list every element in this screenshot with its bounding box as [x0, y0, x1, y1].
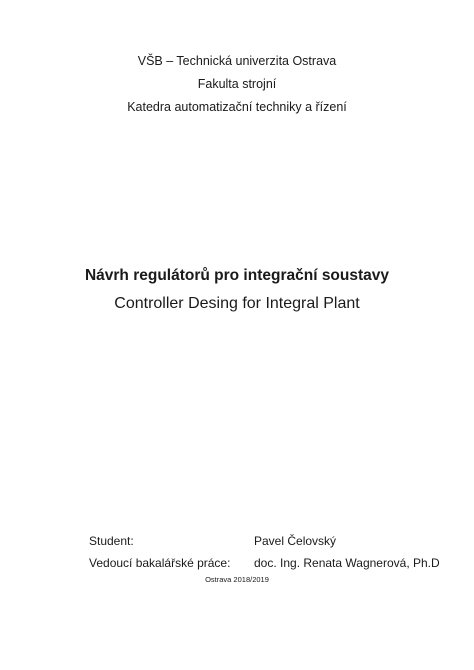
- university-name: VŠB – Technická univerzita Ostrava: [137, 54, 337, 68]
- faculty-name: Fakulta strojní: [197, 77, 277, 91]
- info-row-supervisor: [89, 552, 449, 574]
- student-name: Pavel Čelovský: [254, 534, 337, 548]
- place-and-year: Ostrava 2018/2019: [205, 575, 269, 584]
- student-label: Student:: [89, 534, 134, 548]
- thesis-info-table: [89, 530, 449, 574]
- institution-header: [0, 50, 474, 119]
- thesis-title-english: Controller Desing for Integral Plant: [114, 295, 360, 312]
- department-name: Katedra automatizační techniky a řízení: [127, 100, 347, 114]
- info-row-student: [89, 530, 449, 552]
- supervisor-name: doc. Ing. Renata Wagnerová, Ph.D: [254, 556, 440, 570]
- supervisor-label: Vedoucí bakalářské práce:: [89, 556, 231, 570]
- thesis-title-czech: Návrh regulátorů pro integrační soustavy: [84, 267, 390, 284]
- thesis-title-block: [0, 262, 474, 318]
